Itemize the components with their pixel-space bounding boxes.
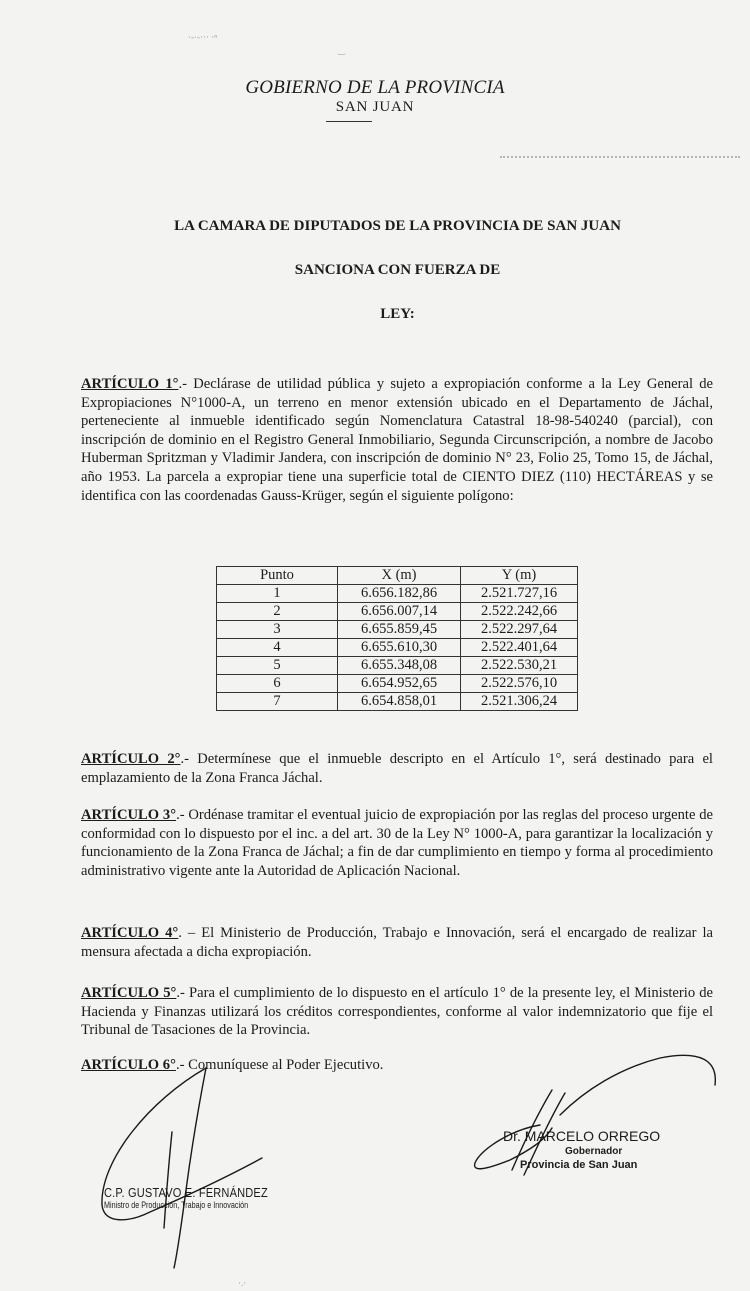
coordinates-table xyxy=(216,566,578,711)
article-text: .- Para el cumplimiento de lo dispuesto en el artículo 1° de la presente ley, el Ministerio de Hacienda y Finanzas utilizará los créditos correspondientes, conforme al valor indemnizatorio que fije el Tribunal de Tasaciones de la Provincia. xyxy=(81,985,713,1039)
scan-speck: ‿ xyxy=(338,45,346,55)
cell-point: 6 xyxy=(217,675,338,693)
signatory-left-name: C.P. GUSTAVO E. FERNÁNDEZ xyxy=(104,1185,268,1200)
cell-y: 2.521.727,16 xyxy=(461,585,578,603)
article-2 xyxy=(81,750,713,787)
article-text: . – El Ministerio de Producción, Trabajo e Innovación, será el encargado de realizar la mensura afectada a dicha expropiación. xyxy=(81,925,713,960)
cell-x: 6.655.610,30 xyxy=(338,639,461,657)
article-4 xyxy=(81,924,713,961)
sanctions-heading: SANCIONA CON FUERZA DE xyxy=(294,262,501,278)
law-heading: LEY: xyxy=(380,306,415,322)
cell-y: 2.522.530,21 xyxy=(461,657,578,675)
cell-x: 6.656.007,14 xyxy=(338,603,461,621)
table-header-row xyxy=(217,567,578,585)
column-header-x: X (m) xyxy=(338,567,461,585)
cell-point: 5 xyxy=(217,657,338,675)
cell-x: 6.656.182,86 xyxy=(338,585,461,603)
cell-y: 2.522.297,64 xyxy=(461,621,578,639)
table-row xyxy=(217,603,578,621)
cell-x: 6.655.859,45 xyxy=(338,621,461,639)
cell-x: 6.655.348,08 xyxy=(338,657,461,675)
table-row xyxy=(217,639,578,657)
article-text: .- Declárase de utilidad pública y sujeto a expropiación conforme a la Ley General de Expropiaciones N°1000-A, un terreno en menor extensión ubicado en el Departamento de Jáchal, perteneciente al inmueble identificado según Nomenclatura Catastral 18-98-540240 (parcial), con inscripción de dominio en el Registro General Inmobiliario, Segunda Circunscripción, a nombre de Jacobo Huberman Spritzman y Vladimir Jandera, con inscripción de dominio N° 23, Folio 25, Tomo 15, de Jáchal, año 1953. La parcela a expropiar tiene una superficie total de CIENTO DIEZ (110) HECTÁREAS y se identifica con las coordenadas Gauss-Krüger, según el siguiente polígono: xyxy=(81,376,713,504)
article-label: ARTÍCULO 6° xyxy=(81,1057,176,1073)
article-label: ARTÍCULO 4° xyxy=(81,925,179,941)
dotted-line xyxy=(500,156,740,158)
header-rule xyxy=(326,121,372,122)
government-header: GOBIERNO DE LA PROVINCIA xyxy=(245,77,505,98)
table-row xyxy=(217,657,578,675)
signatory-left-role: Ministro de Producción, Trabajo e Innovación xyxy=(104,1200,249,1210)
chamber-heading: LA CAMARA DE DIPUTADOS DE LA PROVINCIA DE SAN JUAN xyxy=(174,218,621,234)
cell-point: 7 xyxy=(217,693,338,711)
table-row xyxy=(217,585,578,603)
signatory-right-name: Dr. MARCELO ORREGO xyxy=(503,1128,661,1144)
article-label: ARTÍCULO 1° xyxy=(81,376,179,392)
article-6 xyxy=(81,1056,713,1075)
cell-y: 2.521.306,24 xyxy=(461,693,578,711)
article-3 xyxy=(81,806,713,880)
article-text: .- Determínese que el inmueble descripto en el Artículo 1°, será destinado para el emplazamiento de la Zona Franca Jáchal. xyxy=(81,751,713,786)
cell-point: 1 xyxy=(217,585,338,603)
scan-speck: ·-·-··· ·ⁿ xyxy=(188,32,218,42)
cell-x: 6.654.952,65 xyxy=(338,675,461,693)
article-text: .- Comuníquese al Poder Ejecutivo. xyxy=(175,1057,384,1073)
cell-y: 2.522.242,66 xyxy=(461,603,578,621)
signatory-right-province: Provincia de San Juan xyxy=(520,1159,638,1171)
article-1 xyxy=(81,375,713,505)
table-row xyxy=(217,621,578,639)
article-label: ARTÍCULO 3° xyxy=(81,807,177,823)
table-row xyxy=(217,675,578,693)
cell-point: 3 xyxy=(217,621,338,639)
article-5 xyxy=(81,984,713,1040)
cell-point: 2 xyxy=(217,603,338,621)
table-row xyxy=(217,693,578,711)
article-text: .- Ordénase tramitar el eventual juicio de expropiación por las reglas del proceso urgente de conformidad con lo dispuesto por el inc. a del art. 30 de la Ley N° 1000-A, para garantizar la localización y funcionamiento de la Zona Franca de Jáchal; a fin de dar cumplimiento en tiempo y forma al procedimiento administrativo vigente ante la Autoridad de Aplicación Nacional. xyxy=(81,807,713,879)
column-header-point: Punto xyxy=(217,567,338,585)
article-label: ARTÍCULO 2° xyxy=(81,751,181,767)
article-label: ARTÍCULO 5° xyxy=(81,985,177,1001)
cell-y: 2.522.401,64 xyxy=(461,639,578,657)
column-header-y: Y (m) xyxy=(461,567,578,585)
scan-speck: ·.· xyxy=(238,1278,247,1288)
province-name: SAN JUAN xyxy=(335,99,415,115)
cell-y: 2.522.576,10 xyxy=(461,675,578,693)
cell-point: 4 xyxy=(217,639,338,657)
cell-x: 6.654.858,01 xyxy=(338,693,461,711)
signatory-right-role: Gobernador xyxy=(565,1146,623,1157)
